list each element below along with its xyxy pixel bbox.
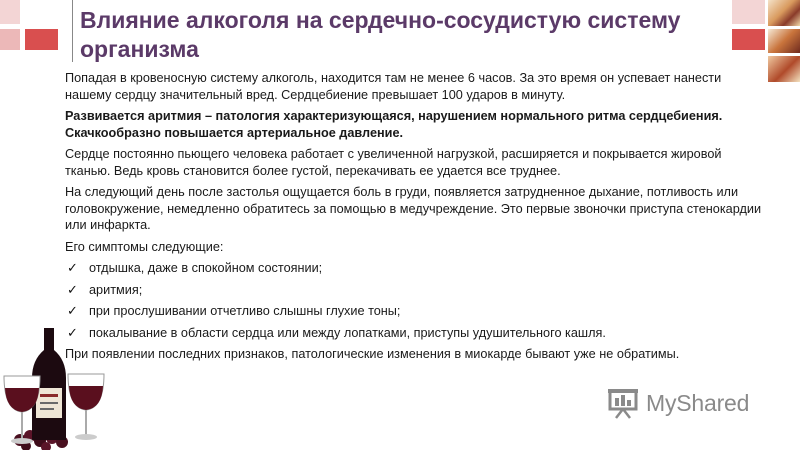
list-item-text: отдышка, даже в спокойном состоянии;	[89, 261, 323, 275]
watermark-logo	[606, 386, 749, 420]
closing-paragraph: При появлении последних признаков, патологические изменения в миокарде бывают уже не обратимы.	[65, 347, 680, 361]
slide-body	[65, 70, 765, 368]
decor-square	[732, 0, 765, 24]
decor-square	[0, 29, 20, 50]
paragraph: На следующий день после застолья ощущается боль в груди, появляется затрудненное дыхание, потливость или головокружение, немедленно обратитесь за помощью в медучреждение. Это первые звоночки приступа стенокардии или инфаркта.	[65, 185, 762, 232]
presentation-board-icon	[606, 387, 640, 419]
paragraph: Попадая в кровеносную систему алкоголь, находится там не менее 6 часов. За это время он успевает нанести нашему сердцу значительный вред. Сердцебиение превышает 100 ударов в минуту.	[65, 71, 722, 102]
title-divider	[72, 0, 73, 62]
watermark-text: MyShared	[646, 389, 750, 416]
food-photo	[768, 29, 800, 53]
wine-bottle-glasses-icon	[0, 328, 112, 450]
food-photo	[768, 56, 800, 82]
check-icon: ✓	[67, 281, 78, 297]
decor-square-accent	[732, 29, 765, 50]
slide-title: Влияние алкоголя на сердечно-сосудистую систему организма	[80, 7, 681, 62]
list-item	[65, 282, 765, 299]
food-photo	[768, 0, 800, 26]
paragraph: Сердце постоянно пьющего человека работает с увеличенной нагрузкой, расширяется и покрывается жировой тканью. Ведь кровь становится более густой, перекачивать ее удается все труднее.	[65, 147, 722, 178]
list-item-text: покалывание в области сердца или между лопатками, приступы удушительного кашля.	[89, 325, 606, 340]
list-item	[65, 325, 765, 342]
list-item-text: аритмия;	[89, 282, 143, 297]
symptom-list	[65, 260, 765, 341]
list-item	[65, 303, 765, 320]
paragraph-bold: Развивается аритмия – патология характеризующаяся, нарушением нормального ритма сердцебиения. Скачкообразно повышается артериальное давление.	[65, 109, 723, 140]
decor-square	[0, 0, 20, 24]
list-item-text: при прослушивании отчетливо слышны глухие тоны;	[89, 304, 401, 318]
check-icon: ✓	[67, 303, 78, 318]
list-item	[65, 260, 765, 277]
decor-square-accent	[25, 29, 58, 50]
check-icon: ✓	[67, 260, 78, 275]
check-icon: ✓	[67, 324, 78, 340]
paragraph: Его симптомы следующие:	[65, 239, 224, 254]
